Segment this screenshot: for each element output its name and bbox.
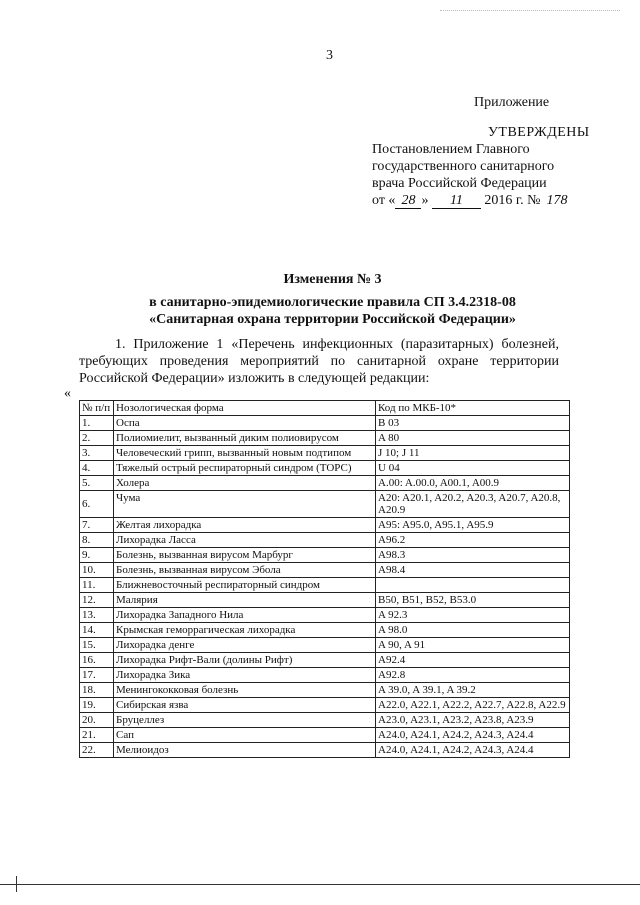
row-number: 11. bbox=[80, 578, 114, 593]
scan-artifact bbox=[440, 10, 620, 12]
handwritten-day: 28 bbox=[395, 193, 421, 209]
row-nosology: Болезнь, вызванная вирусом Эбола bbox=[114, 563, 376, 578]
row-icd-code: A.00: A.00.0, A00.1, A00.9 bbox=[376, 476, 570, 491]
table-row bbox=[80, 416, 570, 431]
row-icd-code: A95: A95.0, A95.1, A95.9 bbox=[376, 518, 570, 533]
row-icd-code: A24.0, A24.1, A24.2, A24.3, A24.4 bbox=[376, 728, 570, 743]
row-icd-code: A 90, A 91 bbox=[376, 638, 570, 653]
row-nosology: Лихорадка Зика bbox=[114, 668, 376, 683]
row-nosology: Менингококковая болезнь bbox=[114, 683, 376, 698]
row-icd-code: A 92.3 bbox=[376, 608, 570, 623]
disease-table bbox=[79, 400, 570, 758]
row-nosology: Холера bbox=[114, 476, 376, 491]
approved-label: УТВЕРЖДЕНЫ bbox=[488, 125, 590, 140]
date-prefix: от « bbox=[372, 193, 396, 208]
row-number: 10. bbox=[80, 563, 114, 578]
table-row bbox=[80, 461, 570, 476]
row-nosology: Тяжелый острый респираторный синдром (ТОРС) bbox=[114, 461, 376, 476]
row-icd-code: A20: A20.1, A20.2, A20.3, A20.7, A20.8, A20.9 bbox=[376, 491, 570, 518]
row-number: 21. bbox=[80, 728, 114, 743]
approval-line-1: Постановлением Главного bbox=[372, 142, 530, 157]
row-number: 7. bbox=[80, 518, 114, 533]
row-number: 4. bbox=[80, 461, 114, 476]
row-number: 13. bbox=[80, 608, 114, 623]
table-body bbox=[80, 416, 570, 758]
table-header-row bbox=[80, 401, 570, 416]
approval-line-3: врача Российской Федерации bbox=[372, 176, 547, 191]
table-row bbox=[80, 476, 570, 491]
handwritten-number: 178 bbox=[546, 193, 568, 208]
row-icd-code: A24.0, A24.1, A24.2, A24.3, A24.4 bbox=[376, 743, 570, 758]
row-number: 19. bbox=[80, 698, 114, 713]
date-close: » bbox=[421, 193, 429, 208]
scan-edge-line bbox=[0, 884, 640, 885]
row-nosology: Чума bbox=[114, 491, 376, 518]
open-quote: « bbox=[64, 386, 71, 401]
page-number: 3 bbox=[326, 48, 333, 63]
row-nosology: Оспа bbox=[114, 416, 376, 431]
table-row bbox=[80, 491, 570, 518]
row-icd-code: U 04 bbox=[376, 461, 570, 476]
row-nosology: Сап bbox=[114, 728, 376, 743]
row-number: 22. bbox=[80, 743, 114, 758]
row-icd-code: B 03 bbox=[376, 416, 570, 431]
table-row bbox=[80, 431, 570, 446]
approval-line-2: государственного санитарного bbox=[372, 159, 555, 174]
row-nosology: Лихорадка Ласса bbox=[114, 533, 376, 548]
table-row bbox=[80, 728, 570, 743]
row-icd-code: A98.4 bbox=[376, 563, 570, 578]
document-title: Изменения № 3 bbox=[283, 272, 382, 287]
document-subtitle bbox=[60, 294, 605, 328]
table-row bbox=[80, 578, 570, 593]
row-number: 2. bbox=[80, 431, 114, 446]
scan-edge-tick bbox=[16, 876, 17, 892]
row-number: 8. bbox=[80, 533, 114, 548]
row-nosology: Лихорадка Западного Нила bbox=[114, 608, 376, 623]
row-nosology: Лихорадка Рифт-Вали (долины Рифт) bbox=[114, 653, 376, 668]
subtitle-line-1: в санитарно-эпидемиологические правила СП 3.4.2318-08 bbox=[149, 295, 516, 310]
row-number: 14. bbox=[80, 623, 114, 638]
row-nosology: Крымская геморрагическая лихорадка bbox=[114, 623, 376, 638]
row-icd-code: A23.0, A23.1, A23.2, A23.8, A23.9 bbox=[376, 713, 570, 728]
row-icd-code: A22.0, A22.1, A22.2, A22.7, A22.8, A22.9 bbox=[376, 698, 570, 713]
row-number: 20. bbox=[80, 713, 114, 728]
row-nosology: Желтая лихорадка bbox=[114, 518, 376, 533]
row-number: 12. bbox=[80, 593, 114, 608]
table-row bbox=[80, 698, 570, 713]
row-icd-code: A96.2 bbox=[376, 533, 570, 548]
row-nosology: Бруцеллез bbox=[114, 713, 376, 728]
table-row bbox=[80, 593, 570, 608]
row-icd-code: A 80 bbox=[376, 431, 570, 446]
subtitle-line-2: «Санитарная охрана территории Российской Федерации» bbox=[149, 312, 516, 327]
row-number: 3. bbox=[80, 446, 114, 461]
appendix-label: Приложение bbox=[474, 95, 550, 110]
table-row bbox=[80, 446, 570, 461]
table-row bbox=[80, 608, 570, 623]
row-number: 9. bbox=[80, 548, 114, 563]
table-row bbox=[80, 623, 570, 638]
table-row bbox=[80, 668, 570, 683]
row-number: 15. bbox=[80, 638, 114, 653]
row-number: 1. bbox=[80, 416, 114, 431]
table-row bbox=[80, 743, 570, 758]
row-nosology: Болезнь, вызванная вирусом Марбург bbox=[114, 548, 376, 563]
row-number: 5. bbox=[80, 476, 114, 491]
table-row bbox=[80, 638, 570, 653]
row-icd-code: A98.3 bbox=[376, 548, 570, 563]
row-number: 18. bbox=[80, 683, 114, 698]
table-row bbox=[80, 713, 570, 728]
table-row bbox=[80, 683, 570, 698]
row-number: 16. bbox=[80, 653, 114, 668]
header-number: № п/п bbox=[80, 401, 114, 416]
row-nosology: Ближневосточный респираторный синдром bbox=[114, 578, 376, 593]
row-icd-code: J 10; J 11 bbox=[376, 446, 570, 461]
table-row bbox=[80, 533, 570, 548]
table-row bbox=[80, 548, 570, 563]
handwritten-month: 11 bbox=[432, 193, 481, 209]
table-row bbox=[80, 563, 570, 578]
row-nosology: Сибирская язва bbox=[114, 698, 376, 713]
row-number: 17. bbox=[80, 668, 114, 683]
row-icd-code bbox=[376, 578, 570, 593]
row-nosology: Полиомиелит, вызванный диким полиовирусом bbox=[114, 431, 376, 446]
row-icd-code: A 98.0 bbox=[376, 623, 570, 638]
table-row bbox=[80, 653, 570, 668]
row-nosology: Лихорадка денге bbox=[114, 638, 376, 653]
table-row bbox=[80, 518, 570, 533]
row-nosology: Человеческий грипп, вызванный новым подтипом bbox=[114, 446, 376, 461]
row-nosology: Мелиоидоз bbox=[114, 743, 376, 758]
row-icd-code: B50, B51, B52, B53.0 bbox=[376, 593, 570, 608]
header-nosology: Нозологическая форма bbox=[114, 401, 376, 416]
row-icd-code: A92.4 bbox=[376, 653, 570, 668]
header-icd-code: Код по МКБ-10* bbox=[376, 401, 570, 416]
row-number: 6. bbox=[80, 491, 114, 518]
row-nosology: Малярия bbox=[114, 593, 376, 608]
approval-date-line bbox=[372, 192, 622, 209]
row-icd-code: A92.8 bbox=[376, 668, 570, 683]
body-paragraph: 1. Приложение 1 «Перечень инфекционных (паразитарных) болезней, требующих проведения мероприятий по санитарной охране территории Российской Федерации» изложить в следующей редакции: bbox=[79, 337, 559, 386]
approval-block bbox=[372, 94, 622, 209]
date-year: 2016 г. № bbox=[484, 193, 541, 208]
row-icd-code: A 39.0, A 39.1, A 39.2 bbox=[376, 683, 570, 698]
